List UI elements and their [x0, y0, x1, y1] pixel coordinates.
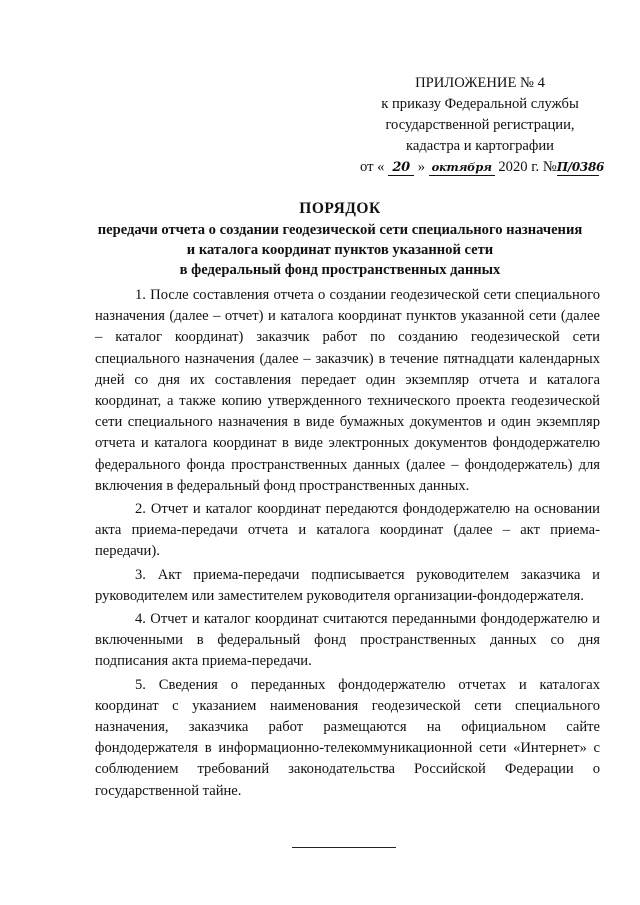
title-sub-1: передачи отчета о создании геодезической сети специального назначения — [97, 222, 583, 238]
date-month: октября — [429, 160, 495, 176]
date-day: 20 — [388, 160, 414, 176]
title-sub-3: в федеральный фонд пространственных данных — [179, 262, 501, 278]
appendix-title: ПРИЛОЖЕНИЕ № 4 — [415, 75, 545, 91]
title-sub-2: и каталога координат пунктов указанной сети — [186, 242, 494, 258]
order-number: П/0386 — [556, 160, 605, 174]
paragraph-3: 3. Акт приема-передачи подписывается руководителем заказчика и руководителем или заместителем руководителя организации-фондодержателя. — [95, 566, 600, 604]
document-body — [95, 285, 600, 802]
date-year: 2020 г. № — [498, 159, 557, 175]
paragraph-4: 4. Отчет и каталог координат считаются переданными фондодержателю и включенными в федеральный фонд пространственных данных со дня подписания акта приема-передачи. — [95, 611, 600, 670]
paragraph-5: 5. Сведения о переданных фондодержателю отчетах и каталогах координат с указанием наименования геодезической сети специального назначения, заказчика работ размещаются на официальном сайте фондодержателя в информационно-телекоммуникационной сети «Интернет» с соблюдением требований законодательства Российской Федерации о государственной тайне. — [95, 676, 600, 799]
date-mid: » — [417, 159, 426, 175]
appendix-line-3: кадастра и картографии — [406, 138, 554, 154]
date-prefix: от « — [360, 159, 385, 175]
document-title — [80, 198, 600, 280]
paragraph-2: 2. Отчет и каталог координат передаются фондодержателю на основании акта приема-передачи отчета и каталога координат (далее – акт приема-передачи). — [95, 501, 600, 560]
title-main: ПОРЯДОК — [299, 200, 381, 217]
appendix-line-2: государственной регистрации, — [385, 117, 575, 133]
order-date-line — [360, 157, 605, 178]
paragraph-1: 1. После составления отчета о создании геодезической сети специального назначения (далее – отчет) и каталога координат пунктов указанной сети (далее – каталог координат) заказчик работ по созданию геодезической сети специального назначения (далее – заказчик) в течение пятнадцати календарных дней со дня их составления передает один экземпляр отчета и каталога координат, а также копию утвержденного технического проекта геодезической сети специального назначения в виде бумажных документов и один экземпляр отчета и каталога координат в виде электронных документов фондодержателю федерального фонда пространственных данных (далее – фондодержатель) для включения в федеральный фонд пространственных данных. — [95, 287, 600, 494]
appendix-line-1: к приказу Федеральной службы — [381, 96, 579, 112]
appendix-header — [360, 73, 605, 178]
end-divider — [292, 847, 396, 848]
